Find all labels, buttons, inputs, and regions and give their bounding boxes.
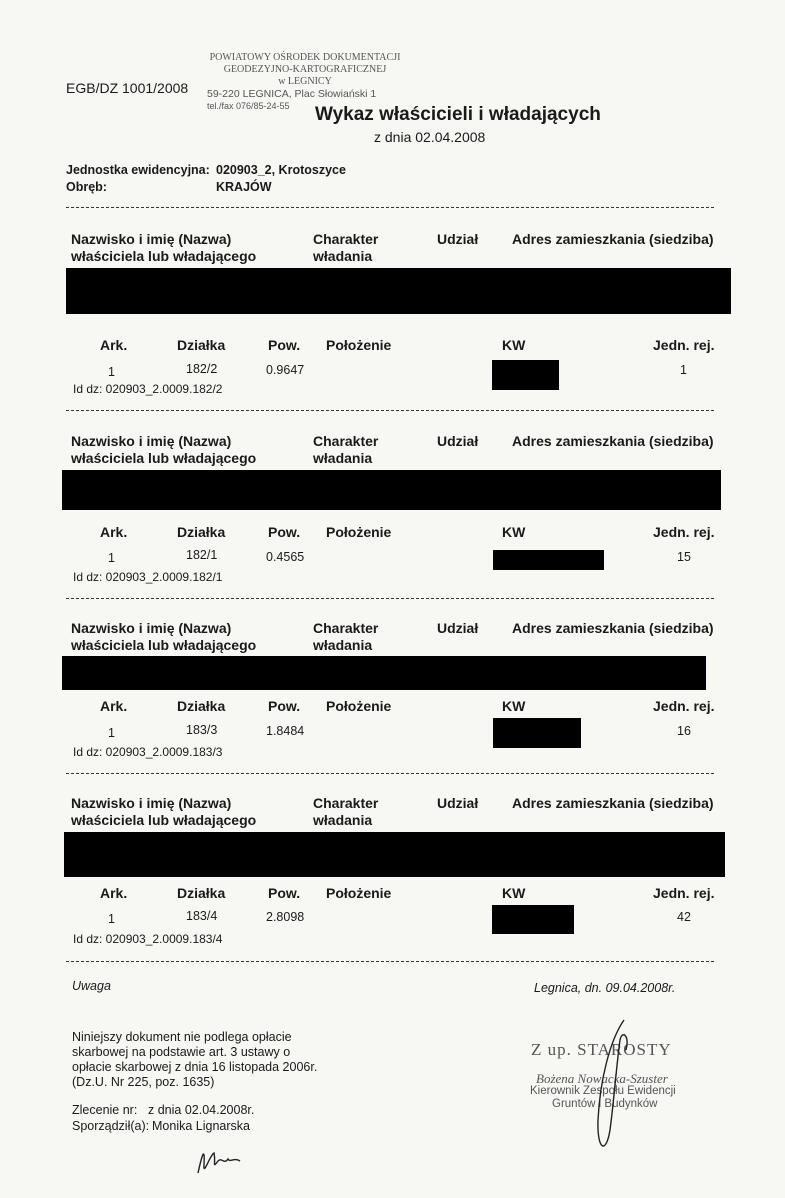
- redacted-kw: [492, 360, 559, 390]
- udzial-header: Udział: [437, 231, 479, 247]
- jedn-value: 42: [677, 910, 691, 924]
- pow-header: Pow.: [268, 698, 301, 714]
- kw-header: KW: [502, 337, 526, 353]
- unit-value: 020903_2, Krotoszyce: [216, 163, 346, 177]
- jedn-value: 1: [680, 363, 687, 377]
- polozenie-header: Położenie: [326, 885, 392, 901]
- ark-value: 1: [108, 551, 115, 565]
- udzial-header: Udział: [437, 795, 479, 811]
- jedn-header: Jedn. rej.: [653, 524, 715, 540]
- pow-header: Pow.: [268, 885, 301, 901]
- divider: [66, 207, 714, 208]
- owner-header: Nazwisko i imię (Nazwa) właściciela lub władającego: [71, 433, 257, 466]
- ark-value: 1: [108, 365, 115, 379]
- precinct-value: KRAJÓW: [216, 180, 272, 194]
- id-dz: Id dz: 020903_2.0009.182/2: [73, 382, 223, 396]
- ark-value: 1: [108, 726, 115, 740]
- precinct-label: Obręb:: [66, 180, 107, 194]
- ark-header: Ark.: [100, 885, 128, 901]
- ark-value: 1: [108, 912, 115, 926]
- dzialka-value: 183/4: [186, 909, 218, 923]
- pow-value: 1.8484: [266, 724, 305, 738]
- owner-header: Nazwisko i imię (Nazwa) właściciela lub władającego: [71, 795, 257, 828]
- document-number: EGB/DZ 1001/2008: [66, 80, 189, 96]
- polozenie-header: Położenie: [326, 524, 392, 540]
- dzialka-header: Działka: [177, 524, 226, 540]
- polozenie-header: Położenie: [326, 337, 392, 353]
- place-date: Legnica, dn. 09.04.2008r.: [534, 981, 676, 995]
- owner-header: Nazwisko i imię (Nazwa) właściciela lub władającego: [71, 620, 257, 653]
- redacted-kw: [493, 550, 604, 570]
- divider: [66, 598, 714, 599]
- jedn-header: Jedn. rej.: [653, 698, 715, 714]
- document-date: z dnia 02.04.2008: [374, 129, 486, 145]
- divider: [66, 961, 714, 962]
- dzialka-value: 183/3: [186, 723, 218, 737]
- owner-header: Nazwisko i imię (Nazwa) właściciela lub władającego: [71, 231, 257, 264]
- handwritten-signature-2: [580, 1010, 650, 1160]
- handwritten-signature-1: [190, 1135, 250, 1185]
- kw-header: KW: [502, 885, 526, 901]
- udzial-header: Udział: [437, 620, 479, 636]
- jedn-value: 15: [677, 550, 691, 564]
- jedn-value: 16: [677, 724, 691, 738]
- redacted-kw: [493, 718, 581, 748]
- ark-header: Ark.: [100, 337, 128, 353]
- unit-label: Jednostka ewidencyjna:: [66, 163, 210, 177]
- adres-header: Adres zamieszkania (siedziba): [512, 620, 714, 636]
- charakter-header: Charakter władania: [313, 795, 379, 828]
- ark-header: Ark.: [100, 698, 128, 714]
- id-dz: Id dz: 020903_2.0009.183/4: [73, 932, 223, 946]
- sporzadzil-label: Sporządził(a):: [72, 1119, 150, 1133]
- pow-value: 2.8098: [266, 910, 305, 924]
- zlecenie-label: Zlecenie nr:: [72, 1103, 138, 1117]
- ark-header: Ark.: [100, 524, 128, 540]
- uwaga-label: Uwaga: [72, 979, 111, 993]
- dzialka-header: Działka: [177, 337, 226, 353]
- redacted-owner: [66, 268, 731, 314]
- divider: [66, 410, 714, 411]
- adres-header: Adres zamieszkania (siedziba): [512, 231, 714, 247]
- redacted-owner: [62, 656, 706, 690]
- dzialka-value: 182/2: [186, 362, 218, 376]
- udzial-header: Udział: [437, 433, 479, 449]
- redacted-owner: [64, 832, 725, 877]
- charakter-header: Charakter władania: [313, 620, 379, 653]
- id-dz: Id dz: 020903_2.0009.182/1: [73, 570, 223, 584]
- pow-header: Pow.: [268, 337, 301, 353]
- official-name: Bożena Nowacka-Szuster: [536, 1071, 668, 1086]
- polozenie-header: Położenie: [326, 698, 392, 714]
- dzialka-header: Działka: [177, 698, 226, 714]
- divider: [66, 773, 714, 774]
- charakter-header: Charakter władania: [313, 433, 379, 466]
- jedn-header: Jedn. rej.: [653, 885, 715, 901]
- adres-header: Adres zamieszkania (siedziba): [512, 433, 714, 449]
- kw-header: KW: [502, 698, 526, 714]
- pow-value: 0.4565: [266, 550, 305, 564]
- redacted-owner: [62, 470, 721, 510]
- starosty-stamp: Z up. STAROSTY: [531, 1040, 672, 1059]
- jedn-header: Jedn. rej.: [653, 337, 715, 353]
- kw-header: KW: [502, 524, 526, 540]
- redacted-kw: [492, 905, 574, 934]
- document-title: Wykaz właścicieli i władających: [315, 104, 601, 125]
- adres-header: Adres zamieszkania (siedziba): [512, 795, 714, 811]
- pow-value: 0.9647: [266, 363, 305, 377]
- zlecenie-value: z dnia 02.04.2008r.: [148, 1103, 255, 1117]
- charakter-header: Charakter władania: [313, 231, 379, 264]
- pow-header: Pow.: [268, 524, 301, 540]
- office-stamp: POWIATOWY OŚRODEK DOKUMENTACJI GEODEZYJNO-KARTOGRAFICZNEJ w LEGNICY 59-220 LEGNICA, Plac Słowiański 1 tel./fax 076/85-24-55: [207, 52, 401, 111]
- official-title-line1: Kierownik Zespołu Ewidencji: [530, 1085, 676, 1097]
- official-title-line2: Gruntów i Budynków: [552, 1098, 658, 1110]
- dzialka-header: Działka: [177, 885, 226, 901]
- fee-note: Niniejszy dokument nie podlega opłacie skarbowej na podstawie art. 3 ustawy o opłacie skarbowej z dnia 16 listopada 2006r. (Dz.U. Nr 225, poz. 1635): [72, 1030, 318, 1089]
- id-dz: Id dz: 020903_2.0009.183/3: [73, 745, 223, 759]
- dzialka-value: 182/1: [186, 548, 218, 562]
- sporzadzil-value: Monika Lignarska: [152, 1119, 250, 1133]
